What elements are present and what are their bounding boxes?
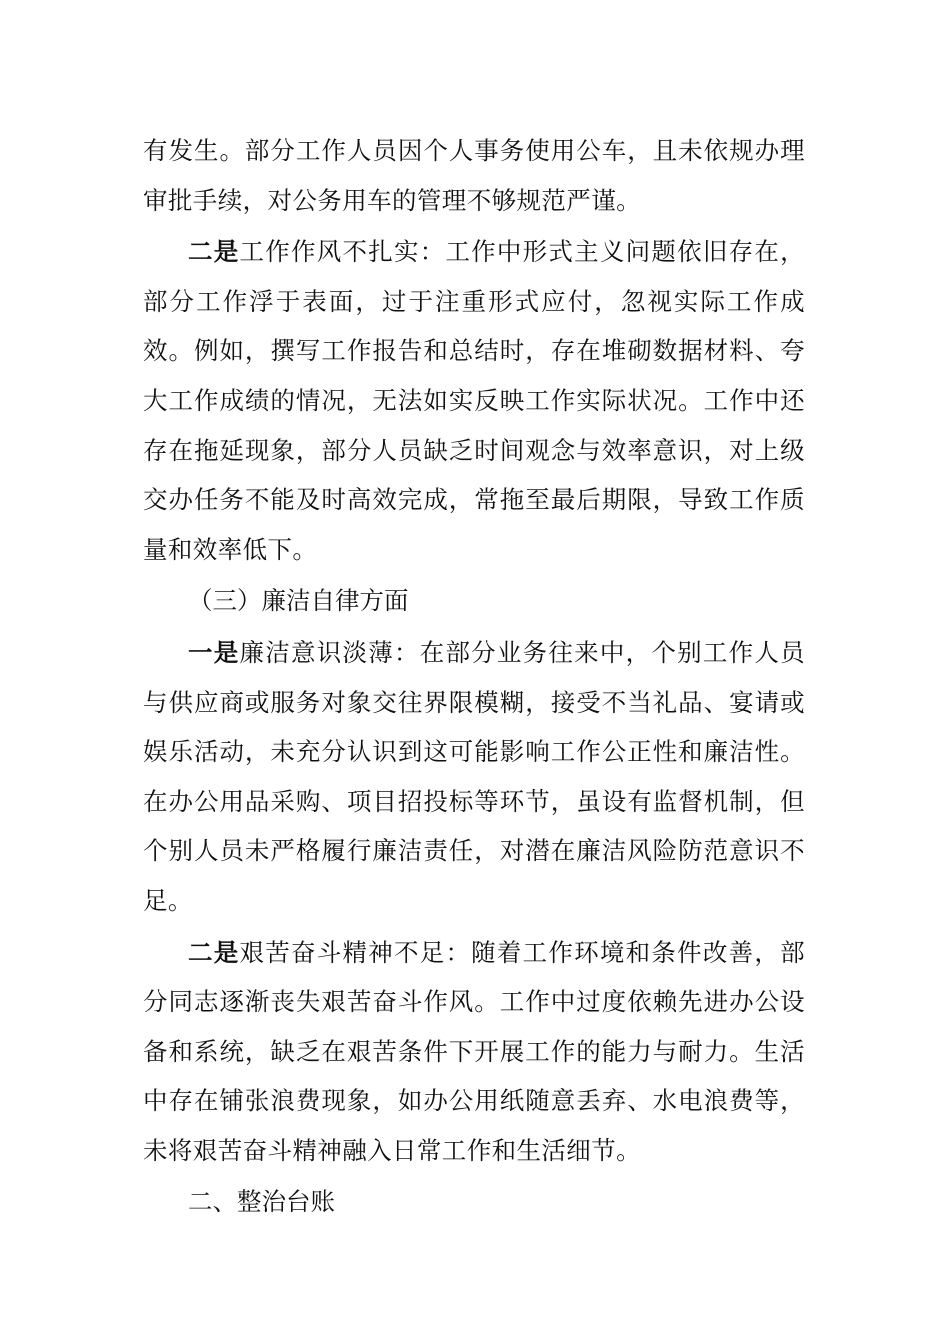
paragraph-text: 工作作风不扎实：工作中形式主义问题依旧存在，部分工作浮于表面，过于注重形式应付，忽视实际工作成效。例如，撰写工作报告和总结时，存在堆砌数据材料、夸大工作成绩的情况，无法如实反映工作实际状况。工作中还存在拖延现象，部分人员缺乏时间观念与效率意识，对上级交办任务不能及时高效完成，常拖至最后期限，导致工作质量和效率低下。 — [143, 237, 805, 564]
paragraph-continuation — [143, 126, 805, 225]
document-body — [143, 126, 805, 1227]
paragraph-lead: 二是 — [188, 237, 240, 267]
paragraph-hard-work-spirit — [143, 928, 805, 1176]
paragraph-integrity-awareness — [143, 628, 805, 926]
paragraph-lead: 一是 — [188, 637, 240, 667]
paragraph-text: 艰苦奋斗精神不足：随着工作环境和条件改善，部分同志逐渐丧失艰苦奋斗作风。工作中过度依赖先进办公设备和系统，缺乏在艰苦条件下开展工作的能力与耐力。生活中存在铺张浪费现象，如办公用纸随意丢弃、水电浪费等，未将艰苦奋斗精神融入日常工作和生活细节。 — [143, 937, 805, 1165]
paragraph-text: 廉洁意识淡薄：在部分业务往来中，个别工作人员与供应商或服务对象交往界限模糊，接受不当礼品、宴请或娱乐活动，未充分认识到这可能影响工作公正性和廉洁性。在办公用品采购、项目招投标等环节，虽设有监督机制，但个别人员未严格履行廉洁责任，对潜在廉洁风险防范意识不足。 — [143, 637, 805, 915]
section-heading-text: 二、整治台账 — [188, 1187, 335, 1217]
paragraph-lead: 二是 — [188, 937, 240, 967]
section-heading-rectification-ledger — [143, 1177, 805, 1227]
paragraph-text: 有发生。部分工作人员因个人事务使用公车，且未依规办理审批手续，对公务用车的管理不够规范严谨。 — [143, 136, 805, 215]
section-heading-text: （三）廉洁自律方面 — [188, 586, 409, 616]
paragraph-work-style — [143, 227, 805, 574]
section-heading-integrity — [143, 576, 805, 626]
